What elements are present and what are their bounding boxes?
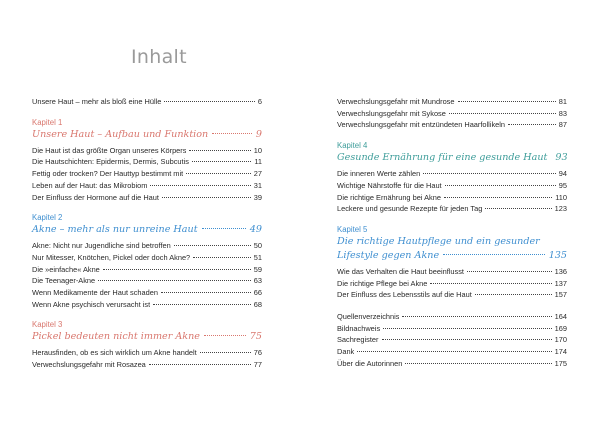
entry-title: Wie das Verhalten die Haut beeinflusst [337,266,464,276]
toc-entry[interactable] [32,252,262,264]
toc-entry[interactable] [337,289,567,301]
chapter-3 [32,319,262,370]
toc-entry[interactable] [32,275,262,287]
entry-title: Leben auf der Haut: das Mikrobiom [32,180,148,190]
toc-entry[interactable] [32,347,262,359]
entry-title: Der Einfluss der Hormone auf die Haut [32,192,159,202]
chapter-heading[interactable] [32,223,262,237]
page-title: Inhalt [131,46,187,68]
chapter-heading-text: Gesunde Ernährung für eine gesunde Haut [337,152,548,164]
entry-page: 59 [253,264,262,274]
entry-page: 175 [554,358,567,368]
dot-leader [402,316,551,317]
chapter-page: 93 [555,152,568,164]
entry-page: 170 [554,335,567,345]
entry-page: 76 [253,348,262,358]
toc-entry[interactable] [32,168,262,180]
dot-leader [382,339,552,340]
toc-entry[interactable] [337,311,567,323]
entry-title: Wenn Medikamente der Haut schaden [32,288,158,298]
chapter-page: 49 [249,224,262,236]
dot-leader [192,161,251,162]
toc-entry[interactable] [337,278,567,290]
entry-title: Verwechslungsgefahr mit Mundrose [337,97,455,106]
chapter-heading-text: Akne – mehr als nur unreine Haut [32,224,198,236]
entry-page: 66 [253,288,262,298]
entry-page: 63 [253,276,262,286]
toc-entry[interactable] [337,266,567,278]
dot-leader [103,269,251,270]
entry-title: Bildnachweis [337,323,381,333]
entry-title: Verwechslungsgefahr mit entzündeten Haarfollikeln [337,120,506,130]
toc-entry[interactable] [32,240,262,252]
chapter-page: 135 [548,249,567,261]
chapter-label: Kapitel 3 [32,320,63,330]
entry-title: Die inneren Werte zählen [337,169,421,179]
dot-leader [508,124,556,125]
toc-entry[interactable] [32,145,262,157]
entry-title: Verwechslungsgefahr mit Rosazea [32,360,146,370]
toc-entry[interactable] [337,108,567,120]
entry-page: 94 [558,169,567,179]
dot-leader [150,185,250,186]
dot-leader [458,101,556,102]
toc-entry[interactable] [337,334,567,346]
dot-leader [162,197,251,198]
chapter-5 [337,224,567,301]
dot-leader [423,173,556,174]
dot-leader [98,280,251,281]
entry-page: 51 [253,252,262,262]
entry-page: 95 [558,180,567,190]
chapter-heading-text: Lifestyle gegen Akne [337,249,440,261]
entry-page: 68 [253,299,262,309]
chapter-label: Kapitel 5 [337,224,368,234]
toc-entry[interactable] [32,299,262,311]
entry-title: Fettig oder trocken? Der Hauttyp bestimmt mit [32,169,184,179]
toc-entry[interactable] [32,287,262,299]
chapter-label: Kapitel 2 [32,213,63,223]
entry-title: Der Einfluss des Lebensstils auf die Haut [337,290,472,300]
entry-title: Wichtige Nährstoffe für die Haut [337,180,442,190]
dot-leader [445,185,556,186]
entry-title: Die Teenager-Akne [32,276,96,286]
chapter-1 [32,117,262,204]
toc-entry[interactable] [32,156,262,168]
chapter-heading[interactable] [337,249,567,263]
entry-page: 83 [558,108,567,118]
entry-title: Sachregister [337,335,379,345]
dot-leader [444,197,552,198]
entry-page: 169 [554,323,567,333]
toc-left-column [32,96,262,371]
toc-entry[interactable] [337,119,567,131]
entry-page: 137 [554,278,567,288]
dot-leader [449,113,556,114]
toc-entry[interactable] [337,192,567,204]
entry-page: 157 [554,290,567,300]
entry-page: 50 [253,241,262,251]
dot-leader [174,245,251,246]
entry-title: Nur Mitesser, Knötchen, Pickel oder doch Akne? [32,252,191,262]
entry-title: Leckere und gesunde Rezepte für jeden Tag [337,204,483,214]
entry-page: 136 [554,266,567,276]
entry-page: 31 [253,180,262,190]
entry-page: 39 [253,192,262,202]
chapter-page: 9 [255,128,262,140]
toc-entry[interactable] [32,96,262,108]
toc-entry[interactable] [337,168,567,180]
dot-leader [405,363,551,364]
toc-right-column [337,96,567,370]
chapter-heading-line1[interactable]: Die richtige Hautpflege und ein gesunder [337,235,540,247]
dot-leader [357,351,551,352]
toc-entry[interactable] [337,358,567,370]
entry-title: Wenn Akne psychisch verursacht ist [32,299,151,309]
entry-page: 10 [253,145,262,155]
entry-page: 6 [257,97,262,106]
entry-title: Dank [337,347,355,357]
chapter-heading-text: Unsere Haut – Aufbau und Funktion [32,128,209,140]
entry-title: Die richtige Pflege bei Akne [337,278,428,288]
toc-entry[interactable] [32,359,262,371]
entry-page: 11 [254,157,262,167]
toc-entry[interactable] [337,346,567,358]
chapter-heading[interactable] [337,151,567,165]
dot-leader [485,208,551,209]
entry-title: Über die Autorinnen [337,358,403,368]
entry-title: Akne: Nicht nur Jugendliche sind betroffen [32,241,171,251]
entry-title: Die Hautschichten: Epidermis, Dermis, Subcutis [32,157,189,167]
entry-page: 27 [253,169,262,179]
entry-page: 110 [555,192,567,202]
chapter-label: Kapitel 4 [337,141,368,151]
entry-page: 123 [554,204,567,214]
dot-leader [383,328,552,329]
toc-entry[interactable] [337,203,567,215]
dot-leader [475,294,552,295]
toc-entry[interactable] [32,180,262,192]
entry-page: 77 [253,360,262,370]
entry-page: 87 [558,120,567,130]
chapter-page: 75 [249,331,262,343]
chapter-label: Kapitel 1 [32,117,63,127]
entry-page: 174 [554,347,567,357]
entry-title: Herausfinden, ob es sich wirklich um Akne handelt [32,348,197,358]
dot-leader [153,304,251,305]
entry-page: 81 [558,97,567,106]
entry-title: Verwechslungsgefahr mit Sykose [337,108,446,118]
entry-title: Unsere Haut – mehr als bloß eine Hülle [32,97,162,106]
dot-leader [193,257,251,258]
toc-entry[interactable] [337,323,567,335]
chapter-2 [32,212,262,310]
chapter-heading[interactable] [32,330,262,344]
toc-entry[interactable] [337,180,567,192]
entry-title: Die richtige Ernährung bei Akne [337,192,441,202]
dot-leader [200,352,251,353]
entry-title: Die Haut ist das größte Organ unseres Körpers [32,145,187,155]
chapter-4 [337,140,567,215]
entry-title: Die »einfache« Akne [32,264,100,274]
entry-page: 164 [554,312,567,322]
dot-leader [186,173,251,174]
dot-leader [189,150,250,151]
toc-entry[interactable] [32,264,262,276]
toc-entry[interactable] [337,96,567,108]
toc-entry[interactable] [32,192,262,204]
dot-leader [161,292,251,293]
chapter-heading[interactable] [32,128,262,142]
chapter-heading-text: Pickel bedeuten nicht immer Akne [32,331,200,343]
entry-title: Quellenverzeichnis [337,312,400,322]
dot-leader [467,271,552,272]
dot-leader [430,283,551,284]
dot-leader [149,364,251,365]
